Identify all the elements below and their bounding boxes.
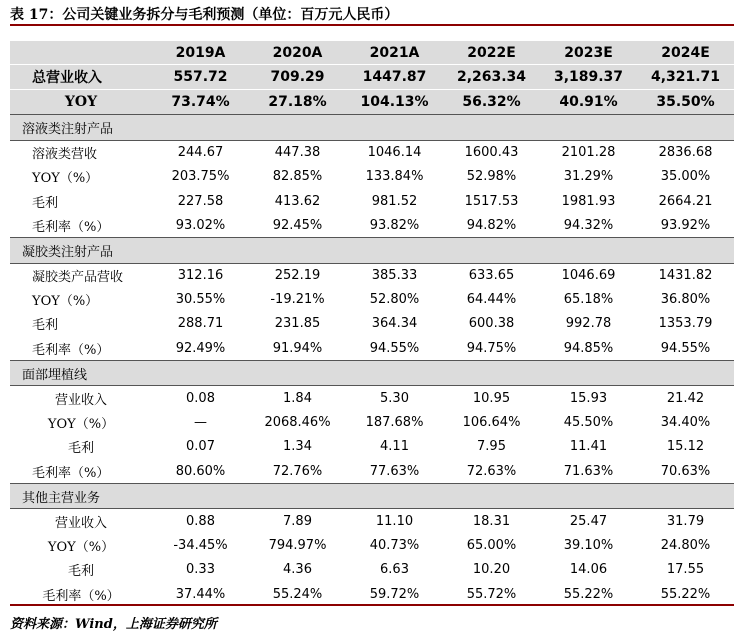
table-row bbox=[10, 582, 734, 606]
value-cell: 77.63% bbox=[369, 463, 420, 479]
value-cell: 52.98% bbox=[466, 169, 517, 185]
value-cell: 4.36 bbox=[283, 562, 312, 578]
table-row bbox=[10, 140, 734, 165]
value-cell: 24.80% bbox=[660, 538, 711, 554]
row-label: 毛利率（%） bbox=[32, 342, 110, 358]
value-cell: 92.49% bbox=[175, 340, 226, 356]
value-cell: 364.34 bbox=[371, 316, 418, 332]
table-row bbox=[10, 411, 734, 435]
table-row bbox=[10, 509, 734, 534]
value-cell: 5.30 bbox=[380, 391, 409, 407]
value-cell: 709.29 bbox=[249, 65, 346, 90]
value-cell: 35.00% bbox=[660, 169, 711, 185]
value-cell: 65.00% bbox=[466, 538, 517, 554]
section-title: 其他主营业务 bbox=[10, 484, 734, 509]
table-row bbox=[10, 459, 734, 484]
row-label: 营业收入 bbox=[54, 393, 107, 409]
value-cell: 34.40% bbox=[660, 415, 711, 431]
value-cell: 0.88 bbox=[186, 513, 215, 529]
row-label: 毛利率（%） bbox=[32, 219, 110, 235]
value-cell: 794.97% bbox=[268, 538, 327, 554]
value-cell: 447.38 bbox=[274, 145, 321, 161]
value-cell: 992.78 bbox=[565, 316, 612, 332]
value-cell: 73.74% bbox=[152, 90, 249, 115]
value-cell: 2101.28 bbox=[561, 145, 616, 161]
value-cell: 1447.87 bbox=[346, 65, 443, 90]
value-cell: 4,321.71 bbox=[637, 65, 734, 90]
value-cell: 104.13% bbox=[346, 90, 443, 115]
value-cell: 1046.69 bbox=[561, 268, 616, 284]
value-cell: 36.80% bbox=[660, 292, 711, 308]
value-cell: 45.50% bbox=[563, 415, 614, 431]
section-title: 溶液类注射产品 bbox=[10, 115, 734, 140]
table-row bbox=[10, 534, 734, 558]
value-cell: 3,189.37 bbox=[540, 65, 637, 90]
value-cell: 92.45% bbox=[272, 217, 323, 233]
value-cell: 10.95 bbox=[472, 391, 511, 407]
value-cell: 288.71 bbox=[177, 316, 224, 332]
value-cell: 40.73% bbox=[369, 538, 420, 554]
bottom-rule bbox=[10, 604, 734, 606]
row-label: 总营业收入 bbox=[10, 65, 152, 90]
value-cell: 1.84 bbox=[283, 391, 312, 407]
value-cell: 7.89 bbox=[283, 513, 312, 529]
value-cell: 71.63% bbox=[563, 463, 614, 479]
value-cell: 91.94% bbox=[272, 340, 323, 356]
value-cell: 55.22% bbox=[563, 586, 614, 602]
section-title: 凝胶类注射产品 bbox=[10, 238, 734, 263]
section-header-row bbox=[10, 484, 734, 509]
value-cell: 55.22% bbox=[660, 586, 711, 602]
value-cell: 31.29% bbox=[563, 169, 614, 185]
table-row bbox=[10, 263, 734, 288]
header-cell: 2022E bbox=[443, 41, 540, 65]
value-cell: 72.76% bbox=[272, 463, 323, 479]
value-cell: 18.31 bbox=[472, 513, 511, 529]
header-cell: 2019A bbox=[152, 41, 249, 65]
source-note: 资料来源：Wind，上海证券研究所 bbox=[10, 617, 217, 632]
value-cell: 0.07 bbox=[186, 439, 215, 455]
table-row bbox=[10, 288, 734, 312]
row-label: 毛利 bbox=[32, 318, 59, 334]
value-cell: 94.75% bbox=[466, 340, 517, 356]
value-cell: 39.10% bbox=[563, 538, 614, 554]
section-header-row bbox=[10, 361, 734, 386]
value-cell: -34.45% bbox=[173, 538, 228, 554]
row-label: 凝胶类产品营收 bbox=[32, 270, 124, 286]
value-cell: 17.55 bbox=[666, 562, 705, 578]
value-cell: 93.92% bbox=[660, 217, 711, 233]
row-label: 毛利 bbox=[67, 441, 94, 457]
value-cell: 6.63 bbox=[380, 562, 409, 578]
value-cell: 27.18% bbox=[249, 90, 346, 115]
value-cell: 56.32% bbox=[443, 90, 540, 115]
value-cell: 633.65 bbox=[468, 268, 515, 284]
value-cell: 31.79 bbox=[666, 513, 705, 529]
value-cell: 94.55% bbox=[369, 340, 420, 356]
row-label: YOY（%） bbox=[47, 417, 115, 433]
row-label: 毛利 bbox=[67, 564, 94, 580]
value-cell: 187.68% bbox=[365, 415, 424, 431]
table-row bbox=[10, 435, 734, 459]
value-cell: 2836.68 bbox=[658, 145, 713, 161]
value-cell: 80.60% bbox=[175, 463, 226, 479]
value-cell: 94.55% bbox=[660, 340, 711, 356]
value-cell: 37.44% bbox=[175, 586, 226, 602]
table-row bbox=[10, 165, 734, 189]
value-cell: 40.91% bbox=[540, 90, 637, 115]
value-cell: 94.32% bbox=[563, 217, 614, 233]
value-cell: 21.42 bbox=[666, 391, 705, 407]
value-cell: 94.82% bbox=[466, 217, 517, 233]
value-cell: 413.62 bbox=[274, 193, 321, 209]
header-cell: 2020A bbox=[249, 41, 346, 65]
value-cell: 1600.43 bbox=[464, 145, 519, 161]
value-cell: 35.50% bbox=[637, 90, 734, 115]
value-cell: 70.63% bbox=[660, 463, 711, 479]
section-header-row bbox=[10, 115, 734, 140]
table-row bbox=[10, 558, 734, 582]
value-cell: 106.64% bbox=[462, 415, 521, 431]
section-title: 面部埋植线 bbox=[10, 361, 734, 386]
value-cell: 11.10 bbox=[375, 513, 414, 529]
value-cell: 1.34 bbox=[283, 439, 312, 455]
value-cell: 600.38 bbox=[468, 316, 515, 332]
table-row bbox=[10, 189, 734, 213]
value-cell: 0.08 bbox=[186, 391, 215, 407]
value-cell: 11.41 bbox=[569, 439, 608, 455]
value-cell: 2068.46% bbox=[264, 415, 331, 431]
value-cell: 1353.79 bbox=[658, 316, 713, 332]
row-label: YOY bbox=[10, 90, 152, 115]
table-title: 表 17：公司关键业务拆分与毛利预测（单位：百万元人民币） bbox=[10, 7, 399, 23]
value-cell: 93.02% bbox=[175, 217, 226, 233]
value-cell: 15.12 bbox=[666, 439, 705, 455]
header-row bbox=[10, 41, 734, 65]
value-cell: 82.85% bbox=[272, 169, 323, 185]
table-row bbox=[10, 336, 734, 361]
value-cell: -19.21% bbox=[270, 292, 325, 308]
value-cell: 0.33 bbox=[186, 562, 215, 578]
value-cell: 7.95 bbox=[477, 439, 506, 455]
value-cell: 14.06 bbox=[569, 562, 608, 578]
row-label: 营业收入 bbox=[54, 515, 107, 531]
value-cell: 227.58 bbox=[177, 193, 224, 209]
row-label: YOY（%） bbox=[32, 294, 99, 310]
section-header-row bbox=[10, 238, 734, 263]
table-row bbox=[10, 386, 734, 411]
value-cell: 203.75% bbox=[171, 169, 230, 185]
value-cell: 244.67 bbox=[177, 145, 224, 161]
value-cell: 1981.93 bbox=[561, 193, 616, 209]
financial-table bbox=[10, 40, 734, 606]
header-cell: 2024E bbox=[637, 41, 734, 65]
summary-row bbox=[10, 90, 734, 115]
value-cell: 981.52 bbox=[371, 193, 418, 209]
value-cell: 4.11 bbox=[380, 439, 409, 455]
value-cell: 93.82% bbox=[369, 217, 420, 233]
row-label: 毛利率（%） bbox=[32, 465, 110, 481]
row-label: 毛利 bbox=[32, 195, 59, 211]
value-cell: 15.93 bbox=[569, 391, 608, 407]
top-rule bbox=[10, 24, 734, 26]
value-cell: 55.24% bbox=[272, 586, 323, 602]
row-label: 溶液类营收 bbox=[32, 147, 98, 163]
value-cell: 10.20 bbox=[472, 562, 511, 578]
value-cell: 231.85 bbox=[274, 316, 321, 332]
value-cell: — bbox=[194, 415, 207, 431]
value-cell: 2664.21 bbox=[658, 193, 713, 209]
value-cell: 25.47 bbox=[569, 513, 608, 529]
table-body bbox=[10, 41, 734, 607]
value-cell: 59.72% bbox=[369, 586, 420, 602]
row-label: YOY（%） bbox=[47, 540, 115, 556]
value-cell: 94.85% bbox=[563, 340, 614, 356]
value-cell: 30.55% bbox=[175, 292, 226, 308]
value-cell: 72.63% bbox=[466, 463, 517, 479]
value-cell: 55.72% bbox=[466, 586, 517, 602]
summary-row bbox=[10, 65, 734, 90]
value-cell: 1431.82 bbox=[658, 268, 713, 284]
header-cell: 2023E bbox=[540, 41, 637, 65]
value-cell: 1046.14 bbox=[367, 145, 422, 161]
table-row bbox=[10, 312, 734, 336]
table-row bbox=[10, 213, 734, 238]
value-cell: 65.18% bbox=[563, 292, 614, 308]
value-cell: 312.16 bbox=[177, 268, 224, 284]
value-cell: 557.72 bbox=[152, 65, 249, 90]
value-cell: 2,263.34 bbox=[443, 65, 540, 90]
row-label: YOY（%） bbox=[32, 171, 99, 187]
value-cell: 133.84% bbox=[365, 169, 424, 185]
value-cell: 252.19 bbox=[274, 268, 321, 284]
header-corner bbox=[10, 41, 152, 65]
header-cell: 2021A bbox=[346, 41, 443, 65]
value-cell: 52.80% bbox=[369, 292, 420, 308]
value-cell: 385.33 bbox=[371, 268, 418, 284]
row-label: 毛利率（%） bbox=[42, 588, 120, 604]
value-cell: 1517.53 bbox=[464, 193, 519, 209]
value-cell: 64.44% bbox=[466, 292, 517, 308]
